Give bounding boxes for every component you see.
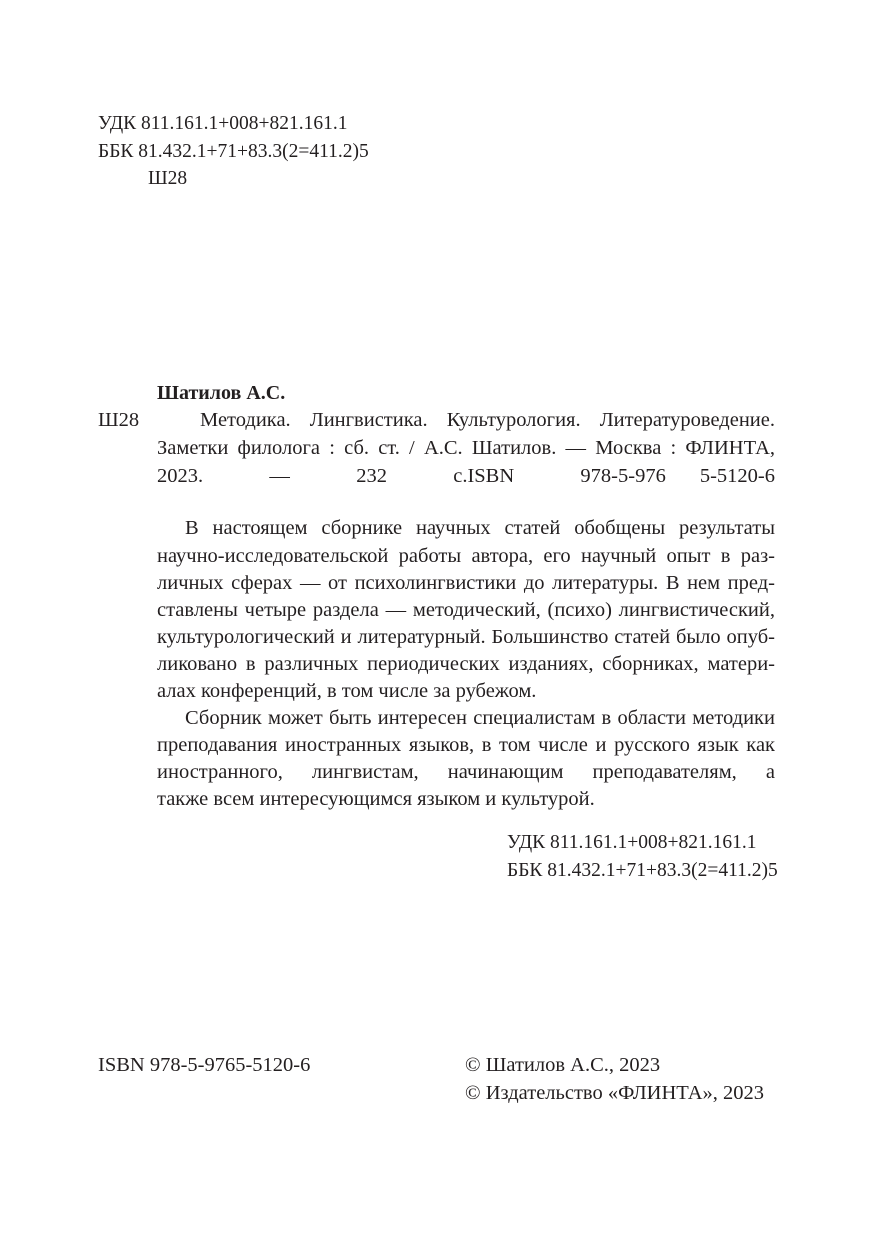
annotation-line: преподавания иностранных языков, в том числе и русского язык как xyxy=(157,734,775,756)
annotation-line: Сборник может быть интересен специалистам в области методики xyxy=(185,707,775,729)
annotation-line: личных сферах — от психолингвистики до литературы. В нем пред- xyxy=(157,572,775,594)
author-mark: Ш28 xyxy=(98,409,140,431)
annotation-line: ликовано в различных периодических изданиях, сборниках, матери- xyxy=(157,653,775,675)
author-name: Шатилов А.С. xyxy=(157,382,286,404)
isbn: ISBN 978-5-9765-5120-6 xyxy=(98,1054,311,1076)
biblio-line-part: 5-5120-6 xyxy=(699,465,775,487)
biblio-line xyxy=(157,466,775,487)
copyright-publisher: © Издательство «ФЛИНТА», 2023 xyxy=(465,1082,765,1104)
biblio-line: Заметки филолога : сб. ст. / А.С. Шатилов. — Москва : ФЛИНТА, xyxy=(157,437,775,459)
annotation-line: научно-исследовательской работы автора, его научный опыт в раз- xyxy=(157,545,775,567)
biblio-line: Методика. Лингвистика. Культурология. Литературоведение. xyxy=(200,409,775,431)
annotation-line: ставлены четыре раздела — методический, (психо) лингвистический, xyxy=(157,599,775,621)
bbk-code: ББК 81.432.1+71+83.3(2=411.2)5 xyxy=(507,860,778,881)
annotation-line: также всем интересующимся языком и культурой. xyxy=(157,788,595,810)
author-mark-top: Ш28 xyxy=(148,168,188,189)
udk-code-top: УДК 811.161.1+008+821.161.1 xyxy=(98,113,348,134)
biblio-line-part: 2023. — 232 с.ISBN 978-5-976 xyxy=(157,465,666,487)
annotation-line: В настоящем сборнике научных статей обобщены результаты xyxy=(185,517,775,539)
annotation-line: иностранного, лингвистам, начинающим преподавателям, а xyxy=(157,761,775,783)
annotation-line: культурологический и литературный. Большинство статей было опуб- xyxy=(157,626,775,648)
copyright-author: © Шатилов А.С., 2023 xyxy=(465,1054,661,1076)
bbk-code-top: ББК 81.432.1+71+83.3(2=411.2)5 xyxy=(98,141,369,162)
annotation-line: алах конференций, в том числе за рубежом. xyxy=(157,680,537,702)
udk-code: УДК 811.161.1+008+821.161.1 xyxy=(507,832,757,853)
